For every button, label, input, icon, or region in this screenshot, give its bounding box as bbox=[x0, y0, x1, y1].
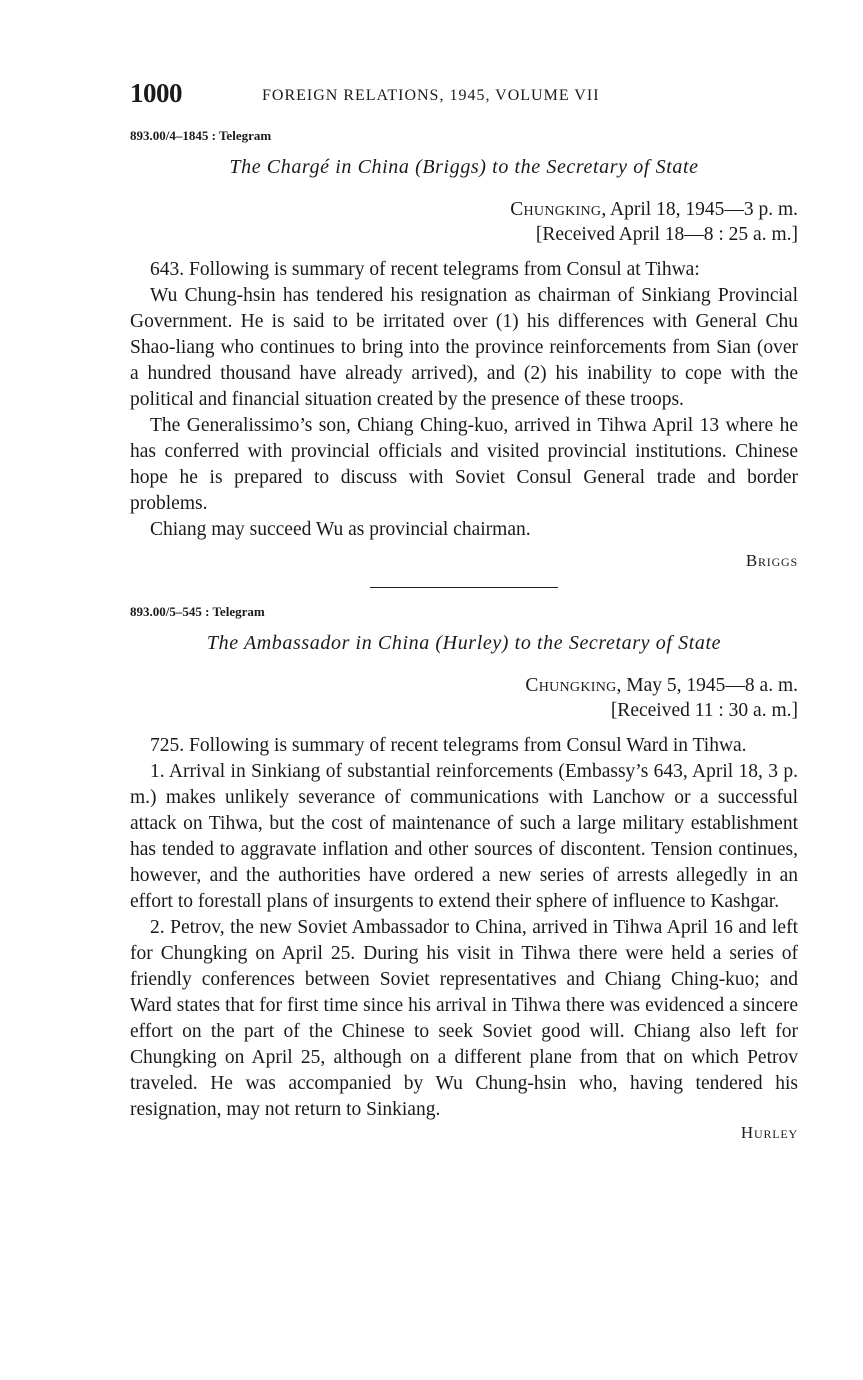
page-number: 1000 bbox=[130, 78, 182, 108]
running-head bbox=[130, 78, 798, 116]
date: , April 18, 1945—3 p. m. bbox=[601, 199, 798, 220]
paragraph: 2. Petrov, the new Soviet Ambassador to China, arrived in Tihwa April 16 and left for Chungking on April 25. During his visit in Tihwa there were held a series of friendly conferences between Soviet representatives and Chiang Ching-kuo; and Ward states that for first time since his arrival in Tihwa there was evidenced a sincere effort on the part of the Chinese to seek Soviet good will. Chiang also left for Chungking on April 25, although on a different plane from that on which Petrov traveled. He was accompanied by Wu Chung-hsin who, having tendered his resignation, may not return to Sinkiang. bbox=[130, 917, 798, 1120]
received-line: [Received April 18—8 : 25 a. m.] bbox=[535, 224, 798, 245]
telegram-2 bbox=[130, 604, 798, 1143]
signature: Hurley bbox=[740, 1123, 798, 1142]
place: Chungking bbox=[510, 199, 602, 220]
paragraph: Wu Chung-hsin has tendered his resignation as chairman of Sinkiang Provincial Government. He is said to be irritated over (1) his differences with General Chu Shao-liang who continues to bring into the province reinforcements from Sian (over a hundred thousand have already arrived), and (2) his inability to cope with the political and financial situation created by the presence of these troops. bbox=[130, 285, 798, 410]
paragraph: 1. Arrival in Sinkiang of substantial reinforcements (Embassy’s 643, April 18, 3 p. m.) makes unlikely severance of communications with Lanchow or a successful attack on Tihwa, but the cost of maintenance of such a large military establishment has tended to aggravate inflation and other sources of discontent. Tension continues, however, and the authorities have ordered a new series of arrests allegedly in an effort to forestall plans of insurgents to extend their sphere of influence to Kashgar. bbox=[130, 761, 798, 912]
document-page bbox=[130, 78, 798, 1143]
received-line: [Received 11 : 30 a. m.] bbox=[610, 700, 798, 721]
place-date bbox=[130, 197, 798, 222]
date: , May 5, 1945—8 a. m. bbox=[616, 675, 798, 696]
signature: Briggs bbox=[745, 551, 798, 570]
section-divider bbox=[370, 587, 558, 588]
paragraph: Chiang may succeed Wu as provincial chairman. bbox=[150, 519, 531, 540]
telegram-1 bbox=[130, 128, 798, 571]
dateline bbox=[130, 673, 798, 723]
place-date bbox=[130, 673, 798, 698]
running-title: FOREIGN RELATIONS, 1945, VOLUME VII bbox=[262, 87, 600, 104]
telegram-body bbox=[130, 257, 798, 543]
file-reference: 893.00/4–1845 : Telegram bbox=[130, 128, 272, 143]
document-title: The Ambassador in China (Hurley) to the Secretary of State bbox=[206, 632, 722, 654]
paragraph: The Generalissimo’s son, Chiang Ching-kuo, arrived in Tihwa April 13 where he has conferred with provincial officials and visited provincial institutions. Chinese hope he is prepared to discuss with Soviet Consul General trade and border problems. bbox=[130, 415, 798, 514]
telegram-body bbox=[130, 733, 798, 1123]
file-reference: 893.00/5–545 : Telegram bbox=[130, 604, 265, 619]
paragraph: 643. Following is summary of recent telegrams from Consul at Tihwa: bbox=[150, 259, 700, 280]
dateline bbox=[130, 197, 798, 247]
document-title: The Chargé in China (Briggs) to the Secretary of State bbox=[229, 156, 699, 178]
place: Chungking bbox=[525, 675, 617, 696]
paragraph: 725. Following is summary of recent telegrams from Consul Ward in Tihwa. bbox=[150, 735, 747, 756]
